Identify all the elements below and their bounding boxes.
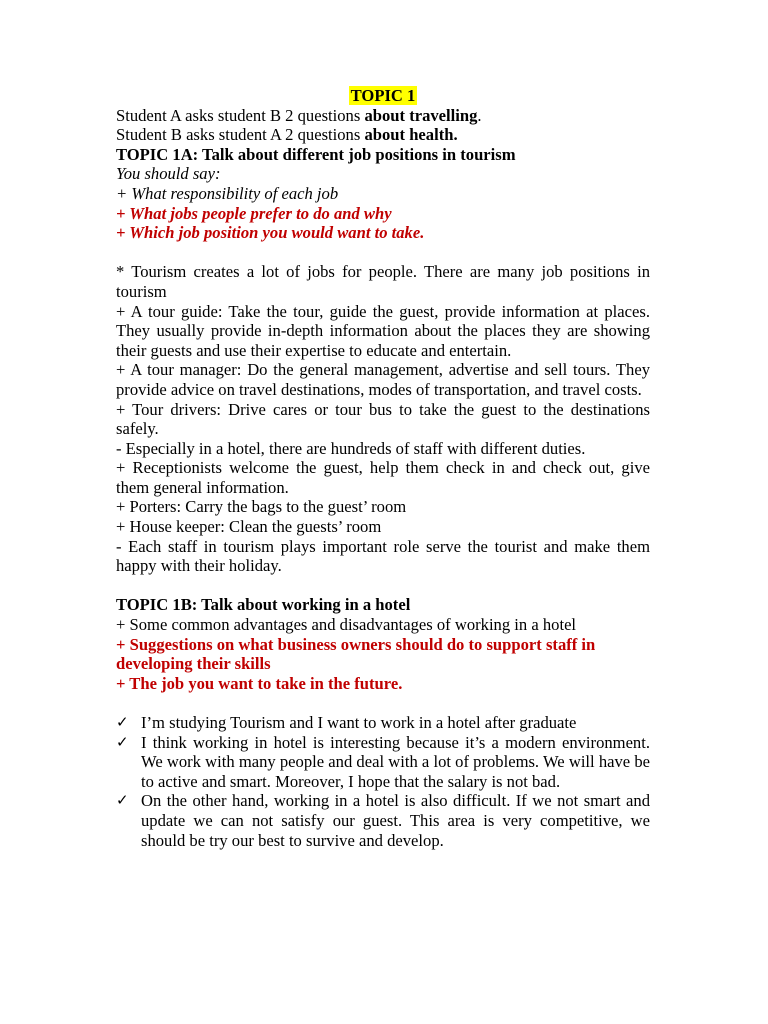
- intro-a-suffix: .: [477, 105, 482, 125]
- checklist-item: [116, 713, 650, 733]
- checklist-item: [116, 733, 650, 792]
- topic-1b-prompt: + Suggestions on what business owners should do to support staff in developing their skills: [116, 634, 596, 674]
- topic-1a-prompt: + What jobs people prefer to do and why: [116, 203, 392, 223]
- intro-student-b: [116, 125, 650, 145]
- checklist-item-text: I’m studying Tourism and I want to work in a hotel after graduate: [141, 713, 577, 732]
- topic-1a-paragraph: + Tour drivers: Drive cares or tour bus to take the guest to the destinations safely.: [116, 399, 650, 439]
- spacer: [116, 576, 650, 596]
- intro-b-bold: about health.: [364, 125, 458, 145]
- topic-1a-paragraph: * Tourism creates a lot of jobs for people. There are many job positions in tourism: [116, 262, 650, 301]
- topic-1b-heading: TOPIC 1B: Talk about working in a hotel: [116, 595, 411, 615]
- topic-1a-paragraph: + Receptionists welcome the guest, help them check in and check out, give them general information.: [116, 458, 650, 497]
- spacer: [116, 243, 650, 263]
- topic-title-line: [116, 86, 650, 106]
- topic-1a-paragraph: + House keeper: Clean the guests’ room: [116, 517, 382, 537]
- checklist-item-text: On the other hand, working in a hotel is also difficult. If we not smart and update we can not satisfy our guest. This area is very competitive, we should be try our best to survive and develop.: [141, 791, 650, 850]
- spacer: [116, 693, 650, 713]
- document-body: [116, 86, 650, 850]
- checklist-item-text: I think working in hotel is interesting because it’s a modern environment. We work with many people and deal with a lot of problems. We will have be to active and smart. Moreover, I hope that the salary is not bad.: [141, 732, 650, 791]
- should-say-label: You should say:: [116, 164, 221, 184]
- intro-a-bold: about travelling: [364, 105, 478, 125]
- intro-b-text: Student B asks student A 2 questions: [116, 125, 365, 145]
- topic-1a-paragraph: + Porters: Carry the bags to the guest’ room: [116, 497, 407, 517]
- checkmark-icon: ✓: [116, 732, 129, 751]
- topic-1b-prompt: + Some common advantages and disadvantages of working in a hotel: [116, 615, 577, 635]
- checkmark-icon: ✓: [116, 713, 129, 731]
- topic-1a-paragraph: - Especially in a hotel, there are hundreds of staff with different duties.: [116, 438, 586, 458]
- checkmark-icon: ✓: [116, 791, 129, 810]
- intro-a-text: Student A asks student B 2 questions: [116, 105, 365, 125]
- topic-title: TOPIC 1: [350, 86, 416, 105]
- topic-1a-prompt: + Which job position you would want to take.: [116, 223, 425, 243]
- answer-checklist: [116, 713, 650, 850]
- topic-1a-heading: TOPIC 1A: Talk about different job positions in tourism: [116, 144, 516, 164]
- topic-1a-paragraph: - Each staff in tourism plays important role serve the tourist and make them happy with their holiday.: [116, 536, 650, 576]
- intro-student-a: [116, 106, 650, 126]
- topic-1a-paragraph: + A tour guide: Take the tour, guide the guest, provide information at places. They usually provide in-depth information about the places they are showing their guests and use their expertise to educate and entertain.: [116, 301, 650, 360]
- checklist-item: [116, 791, 650, 850]
- topic-1a-paragraph: + A tour manager: Do the general management, advertise and sell tours. They provide advice on travel destinations, modes of transportation, and travel costs.: [116, 360, 650, 399]
- topic-1b-prompt: + The job you want to take in the future.: [116, 673, 403, 693]
- topic-1a-prompt: + What responsibility of each job: [116, 183, 339, 203]
